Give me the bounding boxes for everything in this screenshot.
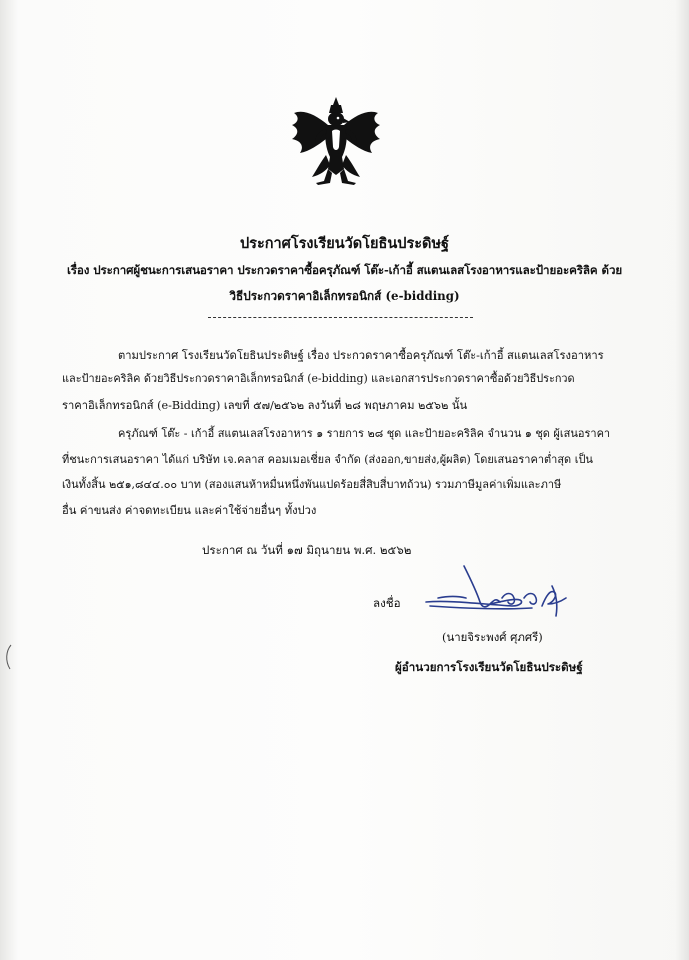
sign-label: ลงชื่อ xyxy=(373,596,401,610)
paragraph-1-line-1: ตามประกาศ โรงเรียนวัดโยธินประดิษฐ์ เรื่อง ประกวดราคาซื้อครุภัณฑ์ โต๊ะ-เก้าอี้ สแตนเลสโรงอาหาร xyxy=(118,349,604,362)
paragraph-1-line-3: ราคาอิเล็กทรอนิกส์ (e-Bidding) เลขที่ ๕๗/๒๕๖๒ ลงวันที่ ๒๘ พฤษภาคม ๒๕๖๒ นั้น xyxy=(62,399,468,412)
subject-line-2: วิธีประกวดราคาอิเล็กทรอนิกส์ (e-bidding) xyxy=(229,289,460,303)
paragraph-2-line-3: เงินทั้งสิ้น ๒๕๑,๘๔๔.๐๐ บาท (สองแสนห้าหมื่นหนึ่งพันแปดร้อยสี่สิบสี่บาทถ้วน) รวมภาษีมูลค่าเพิ่มและภาษี xyxy=(62,478,562,491)
paragraph-2-line-4: อื่น ค่าขนส่ง ค่าจดทะเบียน และค่าใช้จ่ายอื่นๆ ทั้งปวง xyxy=(62,504,317,517)
signer-name: (นายจิระพงศ์ ศุภศรี) xyxy=(442,630,543,644)
margin-mark xyxy=(3,643,13,671)
garuda-emblem-icon xyxy=(286,95,386,187)
divider-line xyxy=(208,317,473,318)
announcement-date: ประกาศ ณ วันที่ ๑๗ มิถุนายน พ.ศ. ๒๕๖๒ xyxy=(202,543,412,557)
handwritten-signature xyxy=(420,562,578,624)
paragraph-2-line-1: ครุภัณฑ์ โต๊ะ - เก้าอี้ สแตนเลสโรงอาหาร ๑ รายการ ๒๘ ชุด และป้ายอะคริลิค จำนวน ๑ ชุด ผู้เสนอราคา xyxy=(118,427,611,440)
paragraph-1-line-2: และป้ายอะคริลิค ด้วยวิธีประกวดราคาอิเล็กทรอนิกส์ (e-bidding) และเอกสารประกวดราคาซื้อด้วยวิธีประกวด xyxy=(62,372,575,385)
document-title: ประกาศโรงเรียนวัดโยธินประดิษฐ์ xyxy=(239,235,450,252)
subject-line-1: เรื่อง ประกาศผู้ชนะการเสนอราคา ประกวดราคาซื้อครุภัณฑ์ โต๊ะ-เก้าอี้ สแตนเลสโรงอาหารและป้ายอะคริลิค ด้วย xyxy=(66,263,623,277)
signer-title: ผู้อำนวยการโรงเรียนวัดโยธินประดิษฐ์ xyxy=(395,660,583,674)
paragraph-2-line-2: ที่ชนะการเสนอราคา ได้แก่ บริษัท เจ.คลาส คอมเมอเชี่ยล จำกัด (ส่งออก,ขายส่ง,ผู้ผลิต) โดยเสนอราคาต่ำสุด เป็น xyxy=(62,453,593,466)
